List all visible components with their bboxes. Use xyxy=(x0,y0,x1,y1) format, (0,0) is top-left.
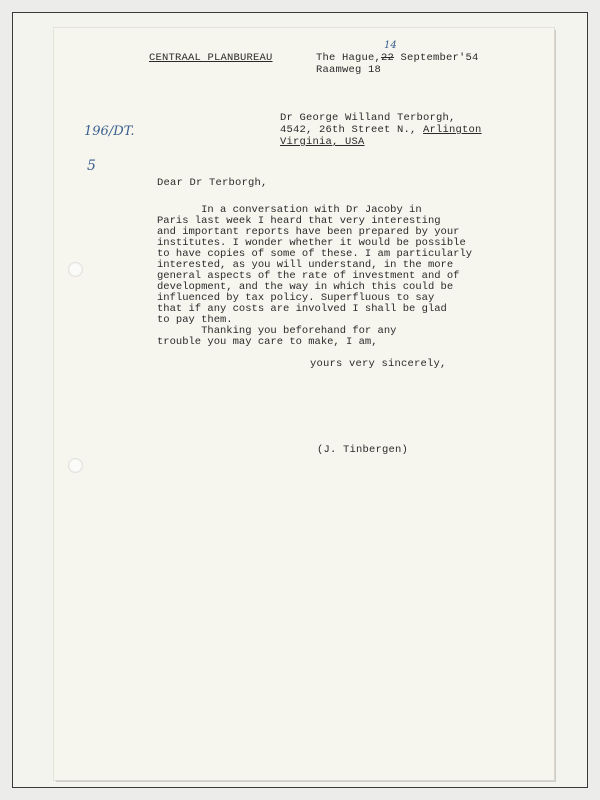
place-street: Raamweg 18 xyxy=(316,64,382,76)
letter-page xyxy=(54,28,554,780)
body-line: institutes. I wonder whether it would be possible xyxy=(157,237,466,249)
salutation: Dear Dr Terborgh, xyxy=(157,177,268,189)
recipient-street: 4542, 26th Street N., xyxy=(280,124,417,136)
punch-hole-bottom xyxy=(68,458,83,473)
punch-hole-top xyxy=(68,262,83,277)
body-line: Thanking you beforehand for any xyxy=(157,325,397,337)
body-line: interested, as you will understand, in the more xyxy=(157,259,454,271)
body-line: to pay them. xyxy=(157,314,233,326)
margin-file-ref: 196/DT. xyxy=(84,124,135,139)
body-line: to have copies of some of these. I am particularly xyxy=(157,248,473,260)
body-line: that if any costs are involved I shall be glad xyxy=(157,303,447,315)
body-line: influenced by tax policy. Superfluous to say xyxy=(157,292,435,304)
recipient-name: Dr George Willand Terborgh, xyxy=(280,112,456,124)
closing: yours very sincerely, xyxy=(310,358,447,370)
date-day-struck: 22 xyxy=(381,52,395,64)
letterhead-org: CENTRAAL PLANBUREAU xyxy=(149,52,273,64)
recipient-state: Virginia, USA xyxy=(280,136,365,148)
place-date-line xyxy=(316,52,479,64)
recipient-address xyxy=(280,124,482,136)
body-line: and important reports have been prepared by your xyxy=(157,226,460,238)
date-month-year: September'54 xyxy=(400,52,479,64)
body-line: general aspects of the rate of investment and of xyxy=(157,270,460,282)
body-line: trouble you may care to make, I am, xyxy=(157,336,378,348)
margin-number: 5 xyxy=(87,158,96,174)
handwritten-day: 14 xyxy=(384,40,397,51)
place-city: The Hague, xyxy=(316,52,382,64)
body-line: In a conversation with Dr Jacoby in xyxy=(157,204,422,216)
body-line: Paris last week I heard that very interesting xyxy=(157,215,441,227)
recipient-city: Arlington xyxy=(423,124,482,136)
body-line: development, and the way in which this could be xyxy=(157,281,454,293)
signature: (J. Tinbergen) xyxy=(317,444,409,456)
